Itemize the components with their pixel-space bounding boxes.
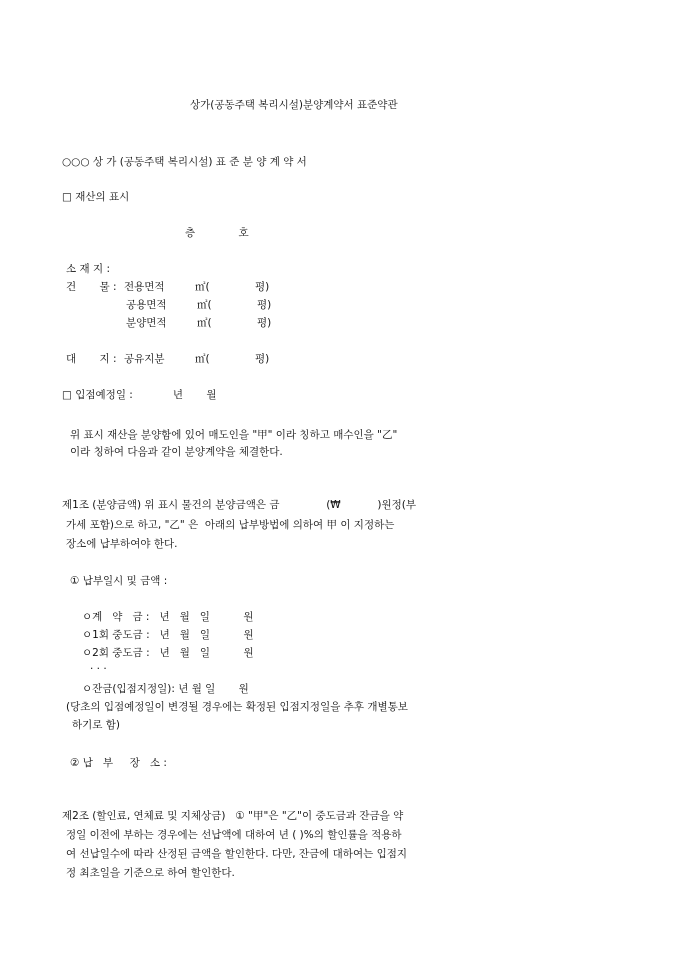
common-area-unit: ㎡( <box>197 299 212 311</box>
notice-line-1: (당초의 입점예정일이 변경될 경우에는 확정된 입점지정일을 추후 개별통보 <box>66 701 408 713</box>
preamble-line-2: 이라 칭하여 다음과 같이 분양계약을 체결한다. <box>70 446 283 458</box>
contract-header: ○○○ 상 가 (공동주택 복리시설) 표 준 분 양 계 약 서 <box>62 156 307 168</box>
document-title: 상가(공동주택 복리시설)분양계약서 표준약관 <box>190 99 398 111</box>
payment-interim-1: ㅇ1회 중도금 : 년 월 일 원 <box>82 629 254 641</box>
article2-line-1: 제2조 (할인료, 연체료 및 지체상금) ① "甲"은 "乙"이 중도금과 잔금을 약 <box>62 810 404 822</box>
location-label: 소 재 지 : <box>66 263 110 275</box>
article1-line-3: 장소에 납부하여야 한다. <box>66 538 178 550</box>
exclusive-area-label: 전용면적 <box>124 281 165 293</box>
article1-line-1: 제1조 (분양금액) 위 표시 물건의 분양금액은 금 (₩ )원정(부 <box>62 499 417 511</box>
sale-area-unit: ㎡( <box>197 317 212 329</box>
land-share-pyeong: 평) <box>255 353 270 365</box>
sale-area-pyeong: 평) <box>257 317 272 329</box>
article2-line-4: 정 최초일을 기준으로 하여 할인한다. <box>66 867 235 879</box>
preamble-line-1: 위 표시 재산을 분양함에 있어 매도인을 "甲" 이라 칭하고 매수인을 "乙" <box>70 429 398 441</box>
sale-area-label: 분양면적 <box>126 317 167 329</box>
exclusive-area-pyeong: 평) <box>255 281 270 293</box>
floor-unit-line: 층 호 <box>185 227 249 239</box>
property-heading: □ 재산의 표시 <box>62 191 130 203</box>
article1-line-2: 가세 포함)으로 하고, "乙" 은 아래의 납부방법에 의하여 甲 이 지정하는 <box>66 519 395 531</box>
payment-interim-2: ㅇ2회 중도금 : 년 월 일 원 <box>82 647 254 659</box>
common-area-label: 공용면적 <box>126 299 167 311</box>
article2-line-3: 여 선납일수에 따라 산정된 금액을 할인한다. 다만, 잔금에 대하여는 입점지 <box>66 848 408 860</box>
payment-place: ② 납 부 장 소 : <box>70 757 167 769</box>
payment-deposit: ㅇ계 약 금 : 년 월 일 원 <box>82 611 254 623</box>
exclusive-area-unit: ㎡( <box>195 281 210 293</box>
common-area-pyeong: 평) <box>257 299 272 311</box>
land-share-label: 공유지분 <box>124 353 165 365</box>
payment-balance: ㅇ잔금(입점지정일): 년 월 일 원 <box>82 683 249 695</box>
move-in-date: □ 입점예정일 : 년 월 <box>62 389 217 401</box>
notice-line-2: 하기로 함) <box>72 719 121 731</box>
article2-line-2: 정일 이전에 부하는 경우에는 선납액에 대하여 년 ( )%의 할인률을 적용하 <box>66 829 402 841</box>
land-share-unit: ㎡( <box>195 353 210 365</box>
land-label: 대 지 : <box>66 353 117 365</box>
payment-heading: ① 납부일시 및 금액 : <box>70 575 168 587</box>
building-label: 건 물 : <box>66 281 117 293</box>
payment-ellipsis: · · · <box>90 663 107 675</box>
